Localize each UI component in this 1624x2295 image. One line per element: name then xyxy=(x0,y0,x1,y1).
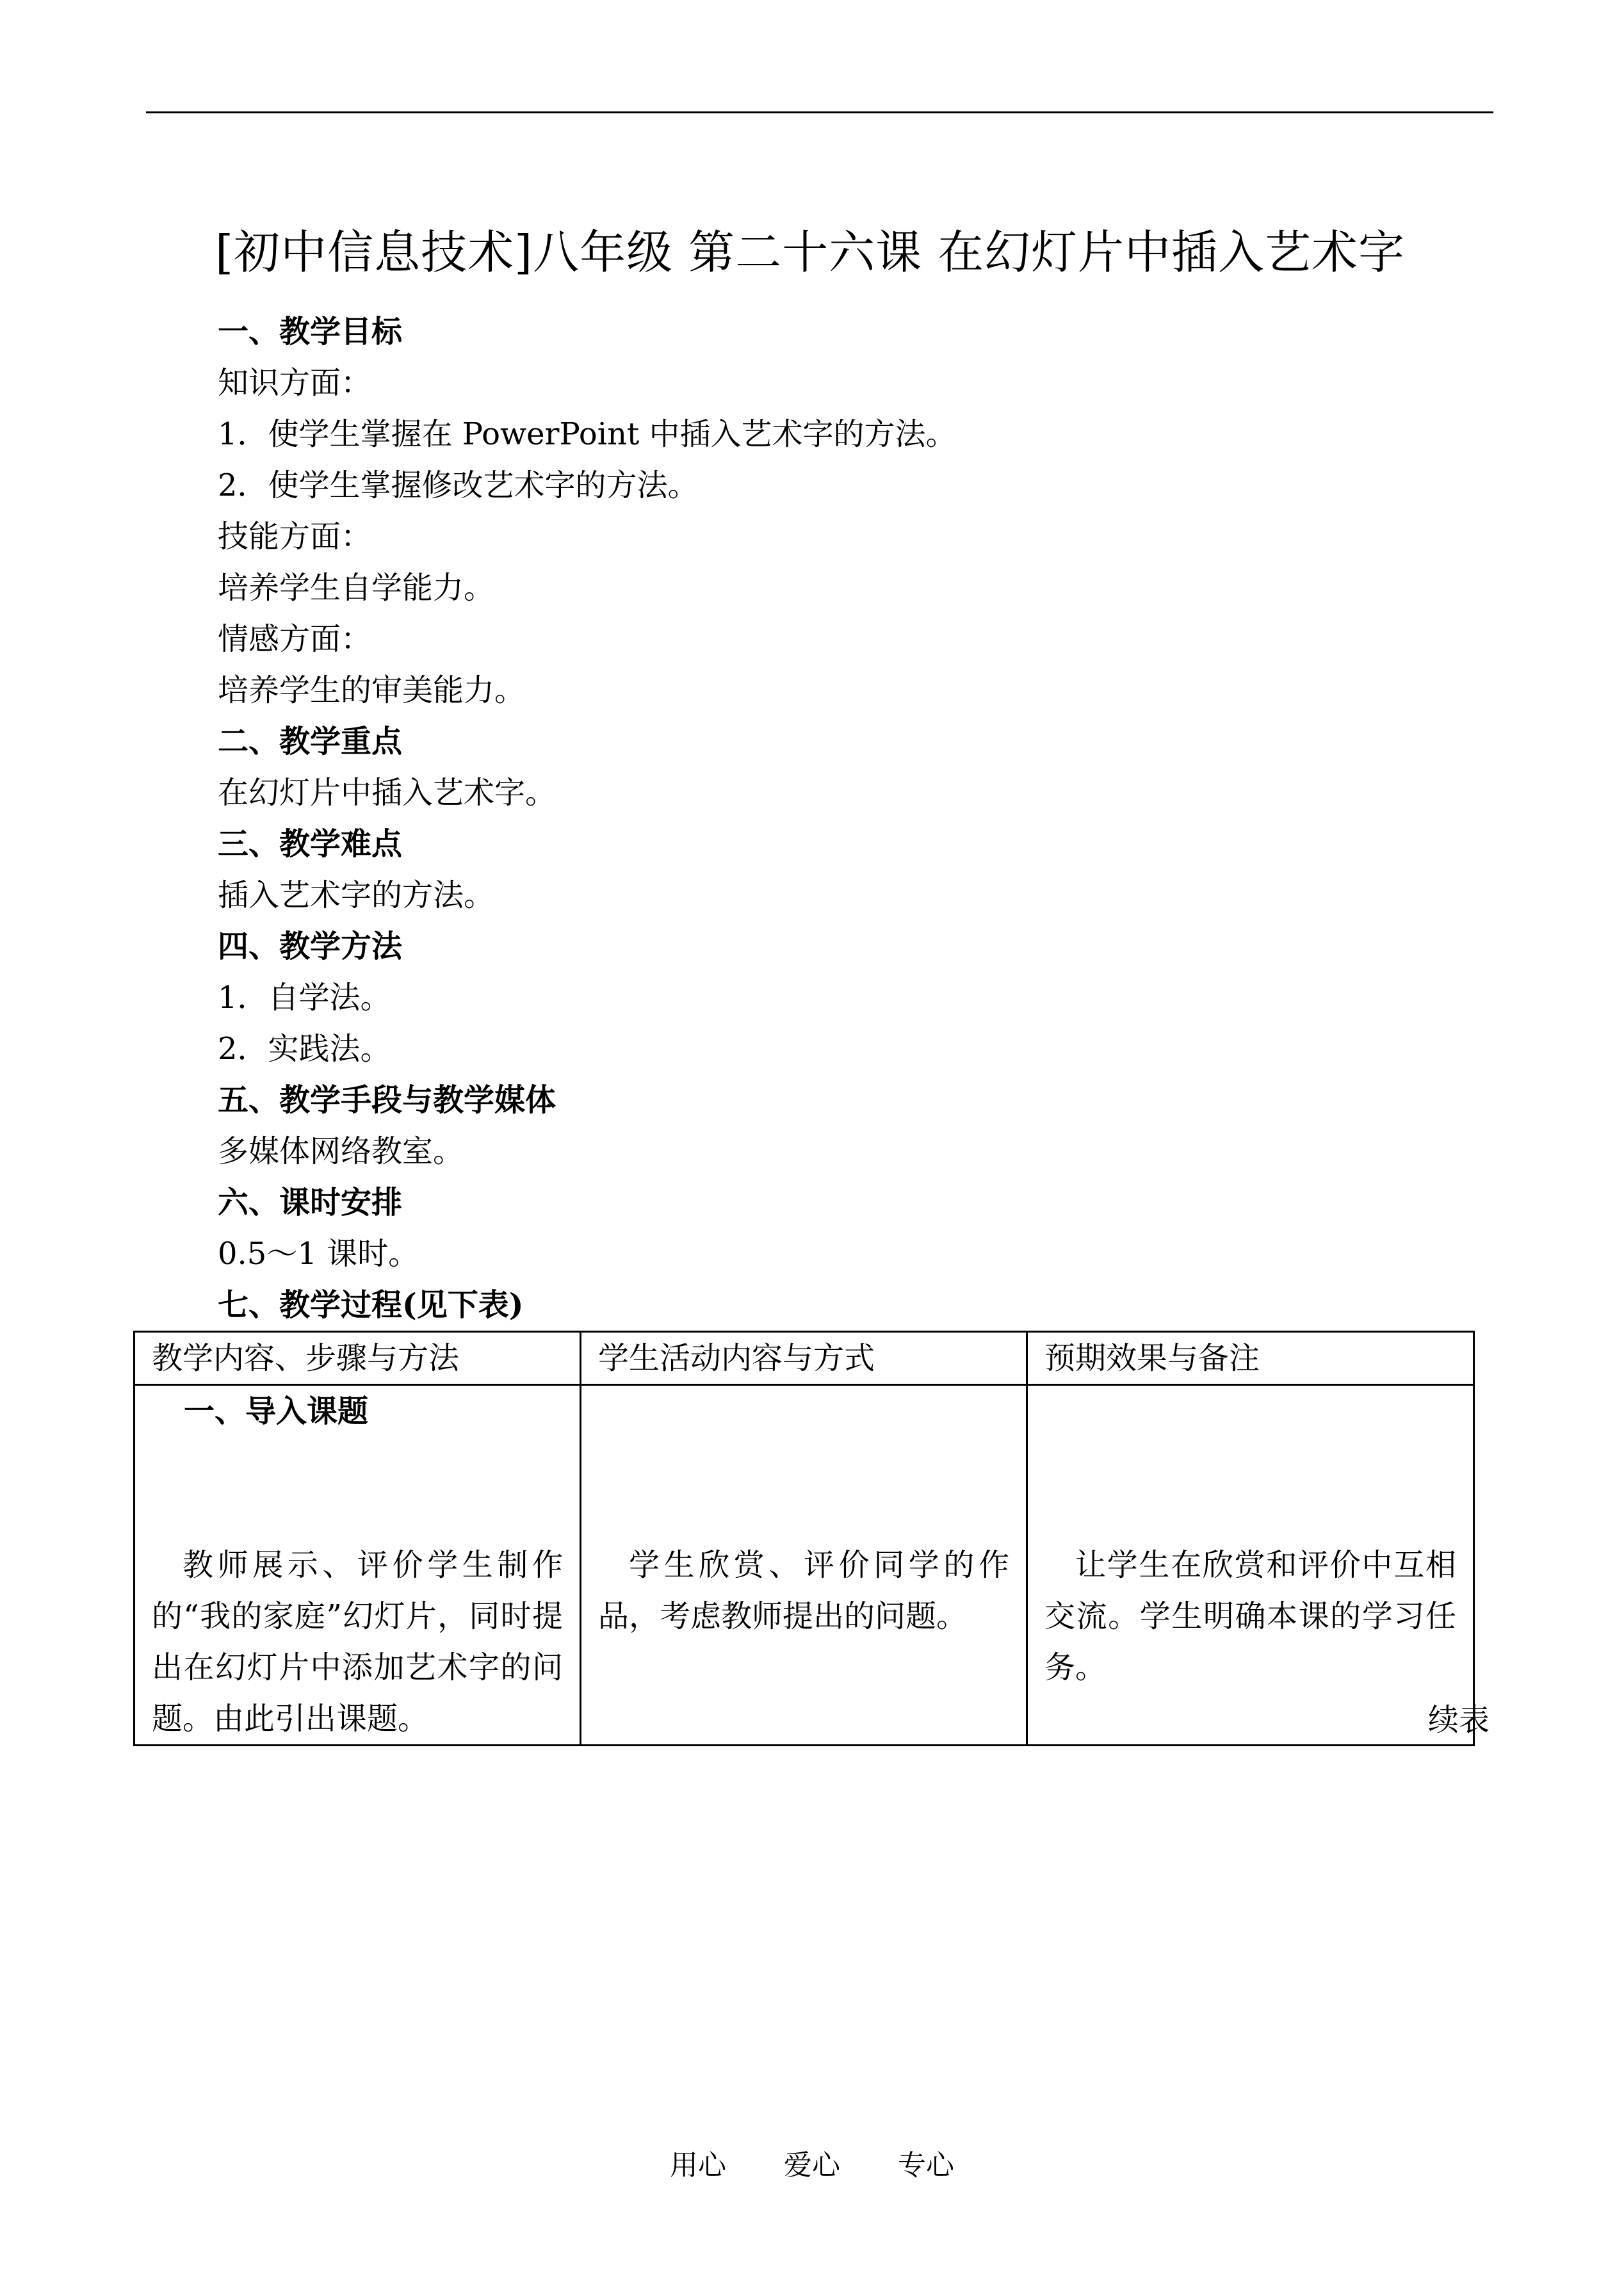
body-line: 多媒体网络教室。 xyxy=(218,1133,464,1169)
cell-spacer xyxy=(152,1437,563,1539)
section-heading: 七、教学过程(见下表) xyxy=(218,1287,524,1323)
body-line: 情感方面： xyxy=(218,621,372,657)
table-cell-teaching-content xyxy=(134,1385,581,1746)
table-header-cell: 预期效果与备注 xyxy=(1027,1332,1474,1385)
document-title: [初中信息技术]八年级 第二十六课 在幻灯片中插入艺术字 xyxy=(215,225,1405,279)
footer-word: 爱心 xyxy=(784,2149,840,2182)
body-line: 技能方面： xyxy=(218,519,372,555)
body-line: 1．使学生掌握在 PowerPoint 中插入艺术字的方法。 xyxy=(218,416,957,452)
footer-word: 用心 xyxy=(670,2149,726,2182)
body-line: 培养学生的审美能力。 xyxy=(218,672,526,708)
section-heading: 三、教学难点 xyxy=(218,826,403,862)
section-heading: 一、教学目标 xyxy=(218,314,403,350)
section-heading: 六、课时安排 xyxy=(218,1185,403,1220)
table-header-row xyxy=(134,1332,1474,1385)
continued-label: 续表 xyxy=(1427,1702,1490,1738)
body-line: 插入艺术字的方法。 xyxy=(218,877,495,913)
section-heading: 二、教学重点 xyxy=(218,724,403,759)
section-heading: 五、教学手段与教学媒体 xyxy=(218,1082,556,1118)
body-line: 在幻灯片中插入艺术字。 xyxy=(218,775,556,811)
footer-word: 专心 xyxy=(898,2149,954,2182)
body-line: 2．使学生掌握修改艺术字的方法。 xyxy=(218,467,699,503)
header-rule xyxy=(146,111,1493,113)
page-footer xyxy=(0,2140,1624,2191)
section-heading: 四、教学方法 xyxy=(218,929,403,964)
table-cell-student-activity xyxy=(581,1385,1027,1746)
body-line: 培养学生自学能力。 xyxy=(218,570,495,606)
cell-section-heading: 一、导入课题 xyxy=(184,1393,369,1429)
body-line: 1．自学法。 xyxy=(218,980,391,1016)
cell-text: 学生欣赏、评价同学的作品，考虑教师提出的问题。 xyxy=(598,1547,1009,1634)
teaching-process-table xyxy=(133,1331,1475,1746)
lesson-plan-body xyxy=(218,306,1434,1331)
body-line: 知识方面： xyxy=(218,365,372,401)
cell-spacer xyxy=(598,1386,1009,1539)
cell-spacer xyxy=(1044,1386,1456,1539)
table-row xyxy=(134,1385,1474,1746)
table-header-cell: 教学内容、步骤与方法 xyxy=(134,1332,581,1385)
cell-text: 教师展示、评价学生制作的“我的家庭”幻灯片，同时提出在幻灯片中添加艺术字的问题。由此引出课题。 xyxy=(152,1547,563,1737)
table-cell-expected-effect xyxy=(1027,1385,1474,1746)
cell-text: 让学生在欣赏和评价中互相交流。学生明确本课的学习任务。 xyxy=(1044,1547,1456,1685)
table-header-cell: 学生活动内容与方式 xyxy=(581,1332,1027,1385)
body-line: 2．实践法。 xyxy=(218,1031,391,1067)
body-line: 0.5～1 课时。 xyxy=(218,1236,419,1272)
